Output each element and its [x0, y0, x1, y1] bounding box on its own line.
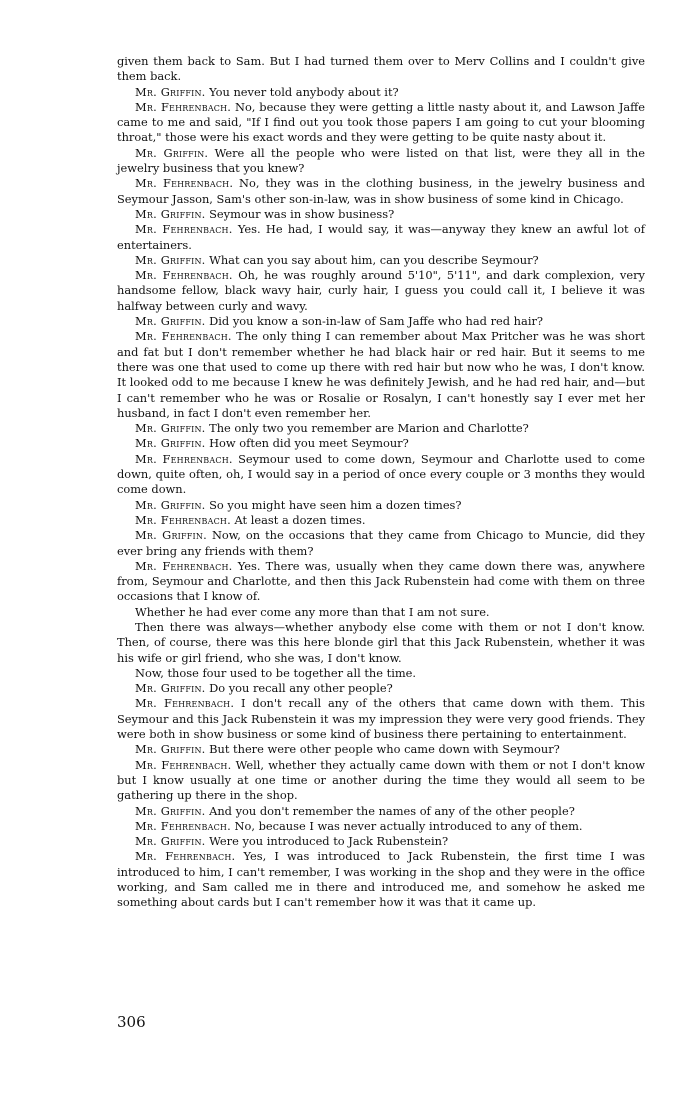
testimony-paragraph: [117, 176, 645, 207]
testimony-text: The only two you remember are Marion and Charlotte?: [209, 421, 529, 436]
testimony-paragraph: [117, 666, 645, 681]
testimony-text: Were you introduced to Jack Rubenstein?: [209, 834, 449, 849]
speaker-label: Mr. Fehrenbach.: [135, 222, 233, 237]
testimony-paragraph: [117, 452, 645, 498]
testimony-paragraph: [117, 421, 645, 436]
speaker-label: Mr. Griffin.: [135, 252, 206, 267]
speaker-label: Mr. Fehrenbach.: [135, 329, 232, 344]
testimony-paragraph: [117, 559, 645, 605]
testimony-paragraph: [117, 85, 645, 100]
testimony-text: No, because I was never actually introduced to any of them.: [234, 818, 583, 833]
testimony-paragraph: [117, 742, 645, 757]
speaker-label: Mr. Griffin.: [135, 436, 206, 451]
speaker-label: Mr. Fehrenbach.: [135, 99, 232, 114]
speaker-label: Mr. Griffin.: [135, 497, 206, 512]
speaker-label: Mr. Fehrenbach.: [135, 268, 233, 283]
testimony-text: How often did you meet Seymour?: [209, 436, 409, 451]
speaker-label: Mr. Griffin.: [135, 803, 206, 818]
testimony-paragraph: [117, 620, 645, 666]
speaker-label: Mr. Griffin.: [135, 84, 206, 99]
speaker-label: Mr. Griffin.: [135, 145, 209, 160]
testimony-paragraph: [117, 253, 645, 268]
speaker-label: Mr. Griffin.: [135, 834, 206, 849]
testimony-text: Then there was always—whether anybody else come with them or not I don't know. Then, of course, there was this here blonde girl that this Jack Rubenstein, whether it was his wife or girl friend, who she was, I don't know.: [117, 619, 645, 665]
testimony-text: At least a dozen times.: [234, 512, 366, 527]
testimony-text: No, they was in the clothing business, in the jewelry business and Seymour Jasson, Sam's other son-in-law, was in show business of some kind in Chicago.: [117, 176, 645, 206]
testimony-paragraph: [117, 268, 645, 314]
speaker-label: Mr. Fehrenbach.: [135, 176, 234, 191]
testimony-text: Do you recall any other people?: [209, 681, 393, 696]
testimony-paragraph: [117, 819, 645, 834]
speaker-label: Mr. Fehrenbach.: [135, 757, 232, 772]
testimony-paragraph: [117, 498, 645, 513]
testimony-paragraph: [117, 834, 645, 849]
testimony-text: Seymour used to come down, Seymour and Charlotte used to come down, quite often, oh, I would say in a period of once every couple or 3 months they would come down.: [117, 451, 645, 497]
testimony-text: Now, on the occasions that they came from Chicago to Muncie, did they ever bring any friends with them?: [117, 528, 645, 558]
testimony-text: Now, those four used to be together all the time.: [135, 665, 417, 680]
speaker-label: Mr. Griffin.: [135, 681, 206, 696]
transcript-page: [117, 54, 645, 911]
speaker-label: Mr. Fehrenbach.: [135, 512, 231, 527]
testimony-paragraph: [117, 54, 645, 85]
testimony-paragraph: [117, 146, 645, 177]
speaker-label: Mr. Griffin.: [135, 206, 206, 221]
testimony-text: You never told anybody about it?: [209, 84, 399, 99]
testimony-text: Yes, I was introduced to Jack Rubenstein, the first time I was introduced to him, I can't remember, I was working in the shop and they were in the office working, and Sam called me in there and introduced me, and somehow he asked me something about cards but I can't remember how it was that it came up.: [117, 849, 645, 910]
testimony-text: I don't recall any of the others that came down with them. This Seymour and this Jack Rubenstein it was my impression they were very good friends. They were both in show business or some kind of business there pertaining to entertainment.: [117, 696, 645, 742]
testimony-text: So you might have seen him a dozen times?: [209, 497, 462, 512]
speaker-label: Mr. Fehrenbach.: [135, 849, 236, 864]
testimony-text: Seymour was in show business?: [209, 206, 395, 221]
testimony-text: Were all the people who were listed on that list, were they all in the jewelry business that you knew?: [117, 145, 645, 176]
testimony-paragraph: [117, 605, 645, 620]
testimony-paragraph: [117, 804, 645, 819]
testimony-text: Yes. He had, I would say, it was—anyway they knew an awful lot of entertainers.: [117, 222, 645, 252]
testimony-text: given them back to Sam. But I had turned them over to Merv Collins and I couldn't give them back.: [117, 54, 645, 84]
testimony-text: And you don't remember the names of any of the other people?: [209, 803, 575, 818]
testimony-paragraph: [117, 207, 645, 222]
testimony-paragraph: [117, 222, 645, 253]
testimony-text: No, because they were getting a little nasty about it, and Lawson Jaffe came to me and said, "If I find out you took those papers I am going to cut your blooming throat," those were his exact words and they were getting to be quite nasty about it.: [117, 99, 646, 145]
testimony-text: Did you know a son-in-law of Sam Jaffe who had red hair?: [209, 314, 544, 329]
testimony-text: Well, whether they actually came down with them or not I don't know but I know usually at one time or another during the time they would all seem to be gathering up there in the shop.: [117, 757, 645, 803]
page-number: 306: [117, 1013, 146, 1031]
testimony-paragraph: [117, 696, 645, 742]
speaker-label: Mr. Griffin.: [135, 421, 206, 436]
testimony-paragraph: [117, 528, 645, 559]
speaker-label: Mr. Fehrenbach.: [135, 558, 233, 573]
testimony-text: Yes. There was, usually when they came down there was, anywhere from, Seymour and Charlotte, and then this Jack Rubenstein had come with them on three occasions that I know of.: [117, 558, 646, 604]
testimony-paragraph: [117, 513, 645, 528]
speaker-label: Mr. Fehrenbach.: [135, 451, 233, 466]
speaker-label: Mr. Griffin.: [135, 742, 206, 757]
testimony-text: Oh, he was roughly around 5'10", 5'11", and dark complexion, very handsome fellow, black wavy hair, curly hair, I guess you could call it, I believe it was halfway between curly and wavy.: [117, 268, 645, 313]
speaker-label: Mr. Fehrenbach.: [135, 818, 231, 833]
testimony-paragraph: [117, 314, 645, 329]
testimony-text: Whether he had ever come any more than that I am not sure.: [135, 604, 490, 619]
testimony-paragraph: [117, 436, 645, 451]
speaker-label: Mr. Fehrenbach.: [135, 696, 235, 711]
speaker-label: Mr. Griffin.: [135, 314, 206, 329]
testimony-paragraph: [117, 100, 645, 146]
testimony-paragraph: [117, 849, 645, 910]
speaker-label: Mr. Griffin.: [135, 528, 207, 543]
testimony-paragraph: [117, 758, 645, 804]
testimony-paragraph: [117, 329, 645, 421]
testimony-text: But there were other people who came down with Seymour?: [209, 742, 560, 757]
testimony-text: The only thing I can remember about Max Pritcher was he was short and fat but I don't remember whether he had black hair or red hair. But it seems to me there was one that used to come up there with red hair but now who he was, I don't know. It looked odd to me because I knew he was definitely Jewish, and he had red hair, and—but I can't remember who he was or Rosalie or Rosalyn, I can't honestly say I ever met her husband, in fact I don't even remember her.: [117, 329, 645, 420]
testimony-paragraph: [117, 681, 645, 696]
testimony-text: What can you say about him, can you describe Seymour?: [209, 252, 539, 267]
